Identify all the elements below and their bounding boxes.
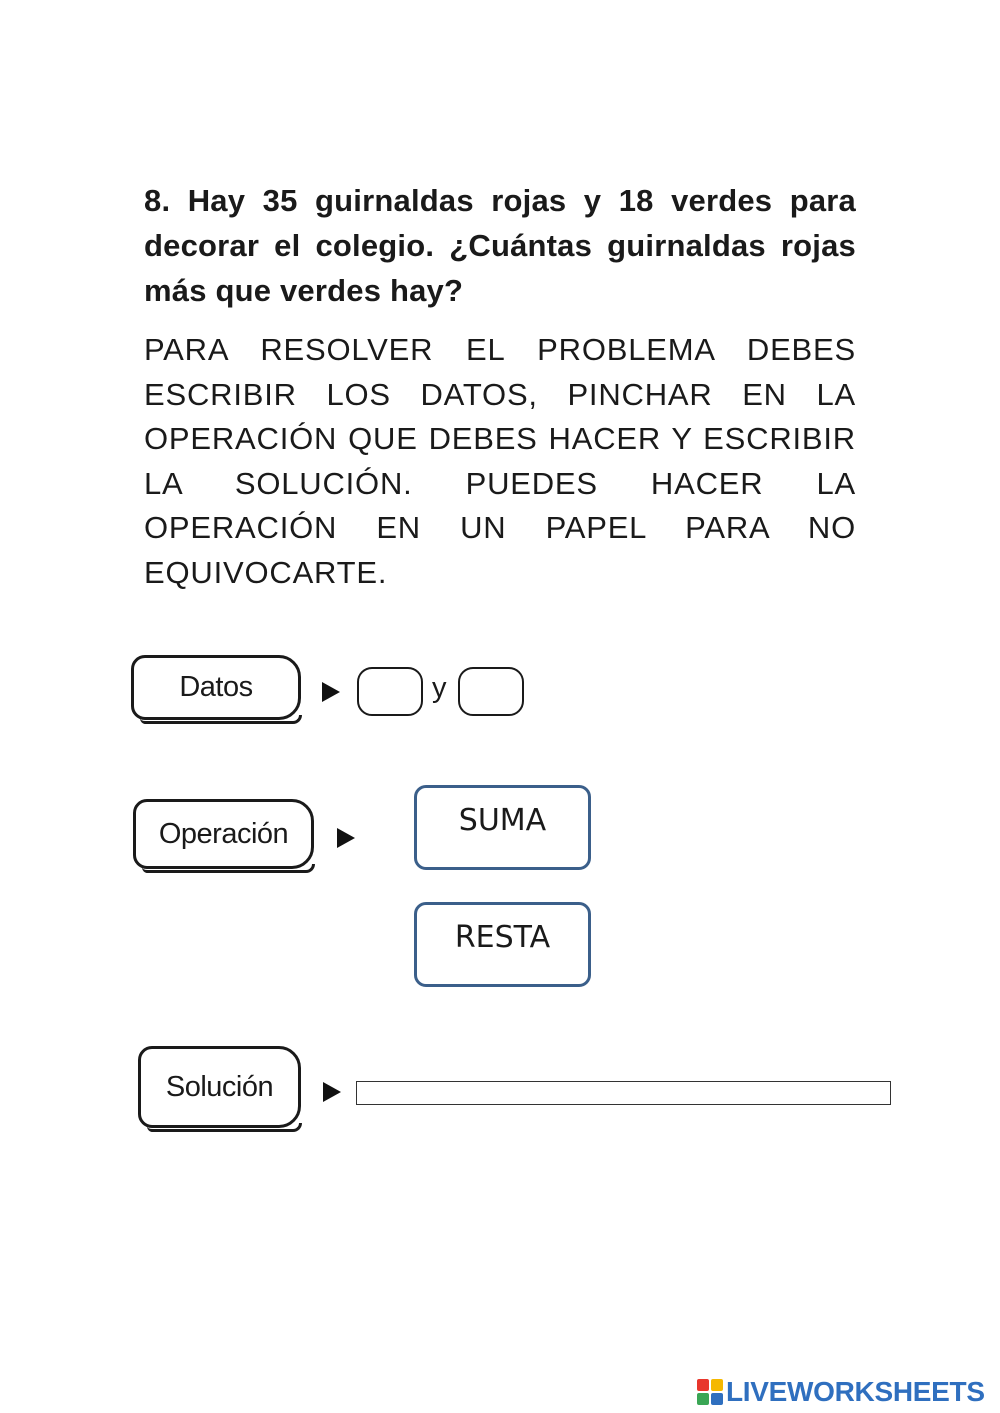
resta-button[interactable]: RESTA: [414, 902, 591, 987]
solucion-arrow-icon: [323, 1082, 341, 1102]
operacion-arrow-icon: [337, 828, 355, 848]
datos-arrow-icon: [322, 682, 340, 702]
liveworksheets-logo-text: LIVEWORKSHEETS: [726, 1376, 985, 1407]
liveworksheets-logo: [697, 1376, 985, 1408]
datos-connector: y: [432, 672, 447, 704]
datos-input-2[interactable]: [458, 667, 524, 716]
solucion-input[interactable]: [356, 1081, 891, 1105]
question-text: 8. Hay 35 guirnaldas rojas y 18 verdes para decorar el colegio. ¿Cuántas guirnaldas rojas más que verdes hay?: [144, 183, 856, 308]
solucion-label: Solución: [138, 1046, 301, 1128]
datos-input-1[interactable]: [357, 667, 423, 716]
instructions-text: PARA RESOLVER EL PROBLEMA DEBES ESCRIBIR LOS DATOS, PINCHAR EN LA OPERACIÓN QUE DEBES HACER Y ESCRIBIR LA SOLUCIÓN. PUEDES HACER LA OPERACIÓN EN UN PAPEL PARA NO EQUIVOCARTE.: [144, 332, 856, 590]
suma-button[interactable]: SUMA: [414, 785, 591, 870]
datos-label: Datos: [131, 655, 301, 720]
operacion-label: Operación: [133, 799, 314, 869]
liveworksheets-logo-icon: [697, 1379, 723, 1405]
